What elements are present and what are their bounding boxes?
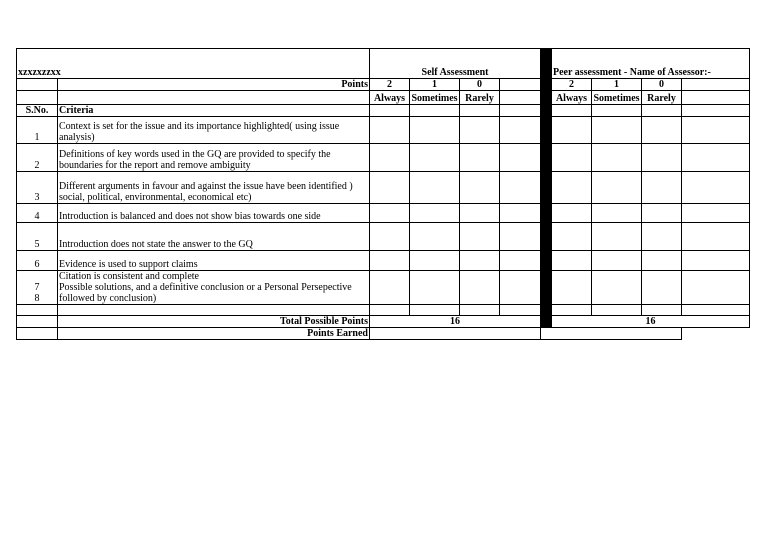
- self-points-earned[interactable]: [370, 328, 541, 340]
- peer-cell[interactable]: [592, 204, 642, 223]
- total-row: [17, 316, 750, 328]
- row-number: [17, 271, 58, 305]
- self-points-sometimes: 1: [410, 79, 460, 91]
- peer-cell[interactable]: [552, 117, 592, 144]
- peer-cell[interactable]: [642, 223, 682, 251]
- peer-cell[interactable]: [592, 223, 642, 251]
- self-cell[interactable]: [410, 144, 460, 172]
- peer-cell[interactable]: [592, 172, 642, 204]
- criteria-text-8: Possible solutions, and a definitive conclusion or a Personal Persepective followed by conclusion): [59, 282, 352, 304]
- self-cell[interactable]: [370, 271, 410, 305]
- self-cell[interactable]: [370, 144, 410, 172]
- criteria-row: [17, 172, 750, 204]
- peer-cell[interactable]: [592, 117, 642, 144]
- criteria-text: Introduction is balanced and does not show bias towards one side: [58, 204, 370, 223]
- self-cell[interactable]: [460, 144, 500, 172]
- peer-points-always: 2: [552, 79, 592, 91]
- criteria-text: Different arguments in favour and against the issue have been identified ) social, political, environmental, economical etc): [58, 172, 370, 204]
- row-number: 1: [17, 117, 58, 144]
- criteria-text: Introduction does not state the answer to the GQ: [58, 223, 370, 251]
- self-total-points: 16: [370, 316, 541, 328]
- peer-cell[interactable]: [642, 144, 682, 172]
- self-scale-rarely: Rarely: [460, 91, 500, 105]
- criteria-row: [17, 271, 750, 305]
- peer-cell[interactable]: [642, 117, 682, 144]
- self-points-always: 2: [370, 79, 410, 91]
- self-cell[interactable]: [370, 204, 410, 223]
- peer-cell[interactable]: [552, 271, 592, 305]
- scale-row: [17, 91, 750, 105]
- row-number: 5: [17, 223, 58, 251]
- peer-points-earned[interactable]: [541, 328, 682, 340]
- row-number-7: 7: [34, 282, 40, 293]
- points-label: Points: [58, 79, 370, 91]
- criteria-text-7: Citation is consistent and complete: [59, 271, 199, 282]
- self-cell[interactable]: [410, 172, 460, 204]
- peer-cell[interactable]: [592, 271, 642, 305]
- row-number: 6: [17, 251, 58, 271]
- peer-scale-rarely: Rarely: [642, 91, 682, 105]
- title-row: [17, 49, 750, 79]
- row-number: 2: [17, 144, 58, 172]
- points-row: [17, 79, 750, 91]
- self-cell[interactable]: [410, 117, 460, 144]
- self-cell[interactable]: [370, 223, 410, 251]
- earned-row: [17, 328, 750, 340]
- self-cell[interactable]: [370, 172, 410, 204]
- column-divider: [541, 49, 552, 328]
- criteria-row: [17, 144, 750, 172]
- peer-scale-sometimes: Sometimes: [592, 91, 642, 105]
- criteria-row: [17, 251, 750, 271]
- criteria-text: Evidence is used to support claims: [58, 251, 370, 271]
- peer-cell[interactable]: [642, 271, 682, 305]
- peer-points-rarely: 0: [642, 79, 682, 91]
- self-cell[interactable]: [410, 271, 460, 305]
- row-number: 4: [17, 204, 58, 223]
- self-cell[interactable]: [370, 117, 410, 144]
- self-scale-always: Always: [370, 91, 410, 105]
- self-cell[interactable]: [460, 204, 500, 223]
- self-cell[interactable]: [410, 251, 460, 271]
- assessment-sheet: [16, 48, 750, 340]
- peer-cell[interactable]: [592, 144, 642, 172]
- criteria-row: [17, 117, 750, 144]
- self-cell[interactable]: [410, 223, 460, 251]
- column-header-row: [17, 105, 750, 117]
- criteria-header: Criteria: [58, 105, 370, 117]
- sheet-title: xzxzxzzxx: [17, 49, 370, 79]
- peer-cell[interactable]: [642, 204, 682, 223]
- sno-header: S.No.: [17, 105, 58, 117]
- peer-cell[interactable]: [552, 223, 592, 251]
- peer-cell[interactable]: [642, 251, 682, 271]
- peer-points-sometimes: 1: [592, 79, 642, 91]
- peer-cell[interactable]: [642, 172, 682, 204]
- self-cell[interactable]: [460, 172, 500, 204]
- peer-total-points: 16: [552, 316, 750, 328]
- criteria-text: Context is set for the issue and its importance highlighted( using issue analysis): [58, 117, 370, 144]
- criteria-row: [17, 204, 750, 223]
- self-scale-sometimes: Sometimes: [410, 91, 460, 105]
- self-cell[interactable]: [370, 251, 410, 271]
- self-cell[interactable]: [410, 204, 460, 223]
- peer-assessment-heading: Peer assessment - Name of Assessor:-: [552, 49, 750, 79]
- self-points-rarely: 0: [460, 79, 500, 91]
- self-cell[interactable]: [460, 271, 500, 305]
- self-assessment-heading: Self Assessment: [370, 49, 541, 79]
- peer-cell[interactable]: [592, 251, 642, 271]
- assessment-table: [16, 48, 750, 340]
- criteria-text: Definitions of key words used in the GQ are provided to specify the boundaries for the report and remove ambiguity: [58, 144, 370, 172]
- total-possible-label: Total Possible Points: [58, 316, 370, 328]
- row-number: 3: [17, 172, 58, 204]
- criteria-text: [58, 271, 370, 305]
- peer-cell[interactable]: [552, 204, 592, 223]
- peer-cell[interactable]: [552, 172, 592, 204]
- spacer-row: [17, 305, 750, 316]
- peer-cell[interactable]: [552, 251, 592, 271]
- row-number-8: 8: [34, 293, 40, 304]
- peer-cell[interactable]: [552, 144, 592, 172]
- self-cell[interactable]: [460, 251, 500, 271]
- self-cell[interactable]: [460, 117, 500, 144]
- self-cell[interactable]: [460, 223, 500, 251]
- peer-scale-always: Always: [552, 91, 592, 105]
- points-earned-label: Points Earned: [58, 328, 370, 340]
- criteria-row: [17, 223, 750, 251]
